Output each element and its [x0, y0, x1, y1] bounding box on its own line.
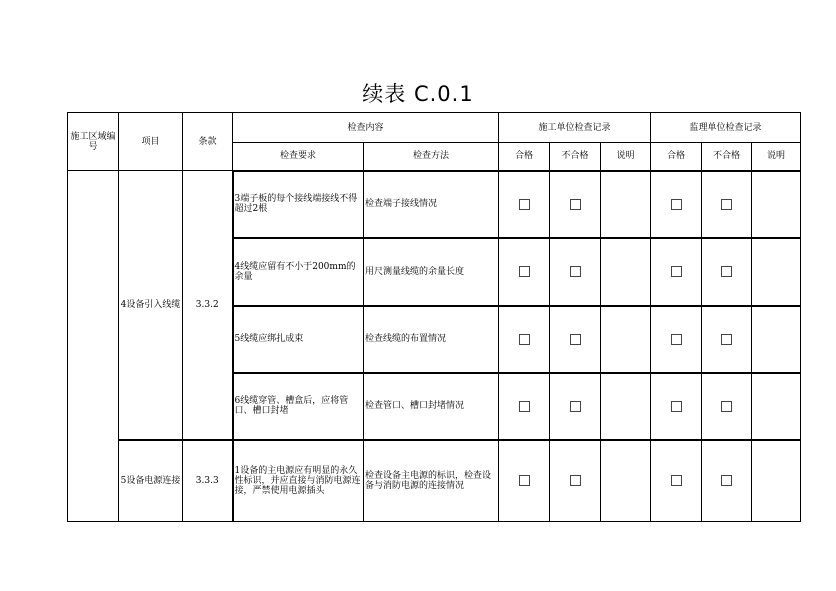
- clause-cell: 3.3.2: [183, 171, 233, 440]
- header-construction-pass: 合格: [499, 143, 550, 171]
- supervision-note-cell[interactable]: [752, 306, 801, 373]
- inspection-table: [67, 112, 801, 522]
- method-cell: 检查设备主电源的标识，检查设备与消防电源的连接情况: [364, 440, 499, 522]
- construction-fail-cell[interactable]: [550, 440, 601, 522]
- supervision-pass-cell[interactable]: [651, 440, 702, 522]
- checkbox[interactable]: [671, 475, 682, 486]
- construction-note-cell[interactable]: [601, 171, 651, 238]
- construction-pass-cell[interactable]: [499, 171, 550, 238]
- requirement-cell: 1设备的主电源应有明显的永久性标识，并应直接与消防电源连接，严禁使用电源插头: [233, 440, 364, 522]
- supervision-note-cell[interactable]: [752, 238, 801, 306]
- construction-fail-cell[interactable]: [550, 171, 601, 238]
- construction-pass-cell[interactable]: [499, 373, 550, 440]
- checkbox[interactable]: [519, 199, 530, 210]
- header-supervision-note: 说明: [752, 143, 801, 171]
- checkbox[interactable]: [721, 475, 732, 486]
- supervision-pass-cell[interactable]: [651, 306, 702, 373]
- header-construction-record: 施工单位检查记录: [499, 113, 651, 143]
- construction-note-cell[interactable]: [601, 238, 651, 306]
- zone-cell: [68, 171, 119, 522]
- construction-note-cell[interactable]: [601, 373, 651, 440]
- supervision-fail-cell[interactable]: [702, 238, 752, 306]
- supervision-fail-cell[interactable]: [702, 171, 752, 238]
- checkbox[interactable]: [721, 334, 732, 345]
- construction-pass-cell[interactable]: [499, 440, 550, 522]
- construction-note-cell[interactable]: [601, 440, 651, 522]
- page-title: 续表 C.0.1: [362, 82, 474, 106]
- method-cell: 检查管口、槽口封堵情况: [364, 373, 499, 440]
- checkbox[interactable]: [519, 334, 530, 345]
- header-construction-note: 说明: [601, 143, 651, 171]
- checkbox[interactable]: [721, 401, 732, 412]
- supervision-pass-cell[interactable]: [651, 373, 702, 440]
- checkbox[interactable]: [519, 401, 530, 412]
- supervision-fail-cell[interactable]: [702, 373, 752, 440]
- checkbox[interactable]: [570, 475, 581, 486]
- checkbox[interactable]: [671, 334, 682, 345]
- header-requirement: 检查要求: [233, 143, 364, 171]
- checkbox[interactable]: [570, 401, 581, 412]
- method-cell: 检查端子接线情况: [364, 171, 499, 238]
- construction-note-cell[interactable]: [601, 306, 651, 373]
- header-supervision-pass: 合格: [651, 143, 702, 171]
- supervision-fail-cell[interactable]: [702, 306, 752, 373]
- supervision-note-cell[interactable]: [752, 440, 801, 522]
- supervision-pass-cell[interactable]: [651, 171, 702, 238]
- construction-fail-cell[interactable]: [550, 373, 601, 440]
- construction-fail-cell[interactable]: [550, 306, 601, 373]
- clause-cell: 3.3.3: [183, 440, 233, 522]
- supervision-fail-cell[interactable]: [702, 440, 752, 522]
- requirement-cell: 5线缆应绑扎成束: [233, 306, 364, 373]
- requirement-cell: 6线缆穿管、槽盒后，应将管口、槽口封堵: [233, 373, 364, 440]
- checkbox[interactable]: [570, 334, 581, 345]
- header-construction-fail: 不合格: [550, 143, 601, 171]
- item-cell: 5设备电源连接: [119, 440, 183, 522]
- header-supervision-record: 监理单位检查记录: [651, 113, 801, 143]
- header-clause: 条款: [183, 113, 233, 171]
- supervision-pass-cell[interactable]: [651, 238, 702, 306]
- checkbox[interactable]: [519, 266, 530, 277]
- requirement-cell: 3端子板的每个接线端接线不得超过2根: [233, 171, 364, 238]
- header-item: 项目: [119, 113, 183, 171]
- construction-pass-cell[interactable]: [499, 306, 550, 373]
- checkbox[interactable]: [570, 266, 581, 277]
- item-cell: 4设备引入线缆: [119, 171, 183, 440]
- checkbox[interactable]: [671, 401, 682, 412]
- header-supervision-fail: 不合格: [702, 143, 752, 171]
- requirement-cell: 4线缆应留有不小于200mm的余量: [233, 238, 364, 306]
- method-cell: 检查线缆的布置情况: [364, 306, 499, 373]
- checkbox[interactable]: [671, 266, 682, 277]
- supervision-note-cell[interactable]: [752, 373, 801, 440]
- supervision-note-cell[interactable]: [752, 171, 801, 238]
- checkbox[interactable]: [721, 266, 732, 277]
- method-cell: 用尺测量线缆的余量长度: [364, 238, 499, 306]
- construction-pass-cell[interactable]: [499, 238, 550, 306]
- checkbox[interactable]: [671, 199, 682, 210]
- header-method: 检查方法: [364, 143, 499, 171]
- checkbox[interactable]: [721, 199, 732, 210]
- header-zone: 施工区域编号: [68, 113, 119, 171]
- checkbox[interactable]: [570, 199, 581, 210]
- header-content: 检查内容: [233, 113, 499, 143]
- checkbox[interactable]: [519, 475, 530, 486]
- construction-fail-cell[interactable]: [550, 238, 601, 306]
